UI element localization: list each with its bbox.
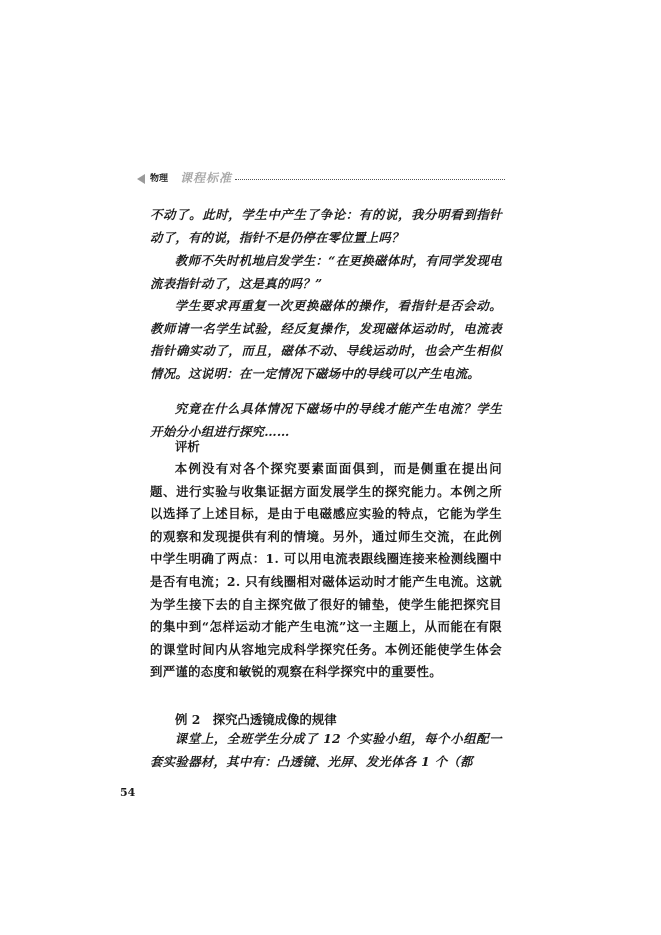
- running-header: [137, 171, 505, 187]
- case-paragraph-2: 教师不失时机地启发学生：“在更换磁体时，有同学发现电流表指针动了，这是真的吗？”: [150, 253, 502, 291]
- example-2-paragraph: 课堂上，全班学生分成了 12 个实验小组，每个小组配一套实验器材，其中有：凸透镜、光屏、发光体各 1 个（都: [150, 731, 502, 769]
- case-paragraph-1: 不动了。此时，学生中产生了争论：有的说，我分明看到指针动了，有的说，指针不是仍停在零位置上吗？: [150, 207, 502, 245]
- analysis-paragraph: 本例没有对各个探究要素面面俱到，而是侧重在提出问题、进行实验与收集证据方面发展学生的探究能力。本例之所以选择了上述目标，是由于电磁感应实验的特点，它能为学生的观察和发现提供有利的情境。另外，通过师生交流，在此例中学生明确了两点：1. 可以用电流表跟线圈连接来检测线圈中是否有电流；2. 只有线圈相对磁体运动时才能产生电流。这就为学生接下去的自主探究做了很好的铺垫，使学生能把探究目的集中到“怎样运动才能产生电流”这一主题上，从而能在有限的课堂时间内从容地完成科学探究任务。本例还能使学生体会到严谨的态度和敏锐的观察在科学探究中的重要性。: [150, 461, 502, 680]
- analysis-heading: 评析: [175, 439, 200, 454]
- page-number: 54: [120, 786, 136, 799]
- header-dotted-rule: [235, 179, 505, 180]
- header-subject: 物理: [150, 174, 169, 184]
- case-paragraph-3: 学生要求再重复一次更换磁体的操作，看指针是否会动。教师请一名学生试验，经反复操作，发现磁体运动时，电流表指针确实动了，而且，磁体不动、导线运动时，也会产生相似情况。这说明：在一定情况下磁场中的导线可以产生电流。: [150, 298, 502, 381]
- header-series-title: 课程标准: [180, 171, 233, 185]
- case-paragraph-4: 究竟在什么具体情况下磁场中的导线才能产生电流？学生开始分小组进行探究……: [150, 401, 502, 439]
- triangle-marker-icon: [137, 174, 145, 184]
- example-2-heading: 例 2 探究凸透镜成像的规律: [175, 712, 337, 727]
